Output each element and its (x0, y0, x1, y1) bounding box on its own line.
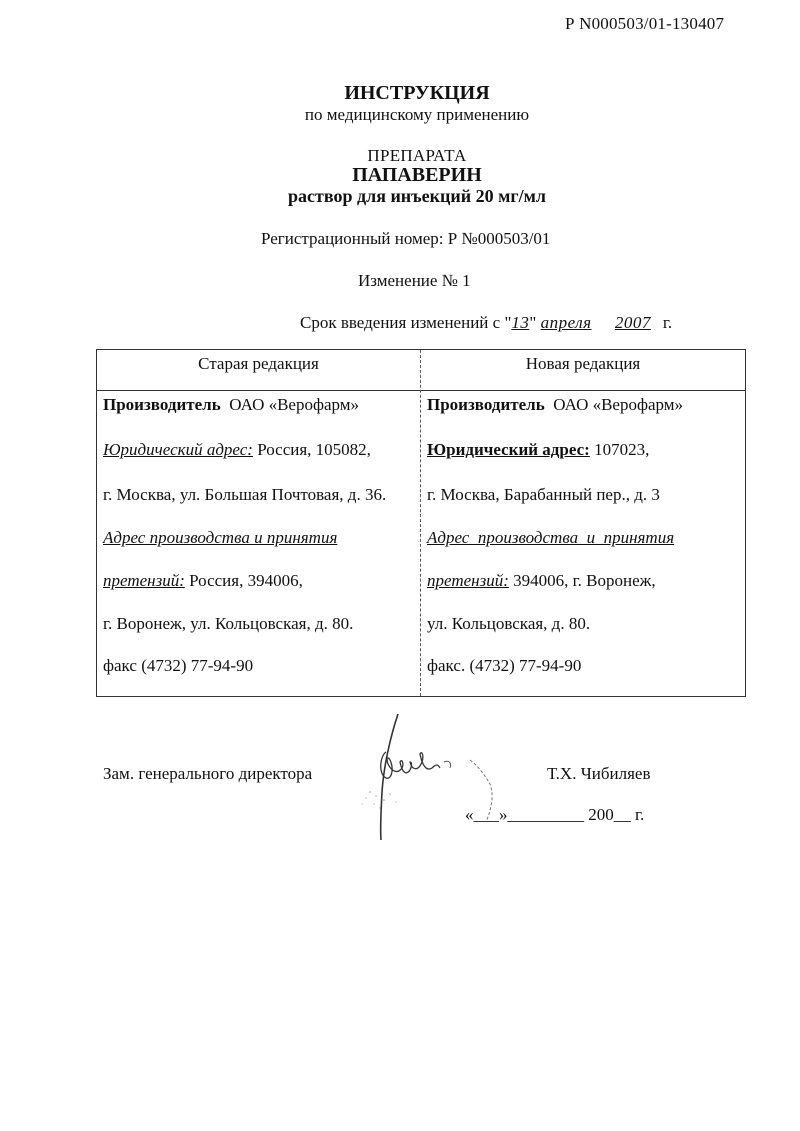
page-title: ИНСТРУКЦИЯ (344, 82, 490, 104)
fax-line: факс. (4732) 77-94-90 (427, 656, 582, 675)
column-new-edition (421, 350, 745, 696)
column-old-edition (97, 350, 421, 696)
production-address-value: 394006, г. Воронеж, (508, 571, 656, 590)
manufacturer-label: Производитель (427, 395, 545, 414)
signatory-role: Зам. генерального директора (103, 764, 313, 783)
legal-address-value: 107023, (589, 440, 650, 459)
production-address-line (103, 571, 303, 591)
change-number: Изменение № 1 (358, 271, 471, 290)
legal-address-label: Юридический адрес: (427, 440, 590, 459)
effective-date-month: апреля (540, 313, 592, 332)
production-address-label-end: претензий: (103, 571, 185, 590)
production-address-value: Россия, 394006, (184, 571, 303, 590)
drug-form: раствор для инъекций 20 мг/мл (288, 186, 546, 206)
effective-date-prefix: Срок введения изменений с " (300, 313, 512, 332)
column-header-old: Старая редакция (97, 350, 420, 391)
legal-address-value: Россия, 105082, (252, 440, 371, 459)
page-subtitle: по медицинскому применению (304, 105, 530, 124)
legal-address-street: г. Москва, Барабанный пер., д. 3 (427, 485, 660, 504)
preparation-label: ПРЕПАРАТА (367, 146, 467, 165)
signature-date-line: «___»_________ 200__ г. (465, 805, 645, 824)
manufacturer-label: Производитель (103, 395, 221, 414)
production-address-label: Адрес производства и принятия (427, 528, 675, 547)
legal-address-line (103, 440, 371, 460)
drug-name: ПАПАВЕРИН (352, 164, 482, 186)
legal-address-label: Юридический адрес: (103, 440, 253, 459)
manufacturer-line (427, 395, 683, 415)
signatory-name: Т.Х. Чибиляев (547, 764, 651, 783)
effective-date-suffix: г. (662, 313, 673, 332)
changes-table (96, 349, 746, 697)
legal-address-street: г. Москва, ул. Большая Почтовая, д. 36. (103, 485, 387, 504)
effective-date-line (300, 313, 672, 333)
production-address-street: ул. Кольцовская, д. 80. (427, 614, 591, 633)
production-address-line (427, 571, 656, 591)
column-header-new: Новая редакция (421, 350, 745, 391)
effective-date-year: 2007 (614, 313, 651, 332)
legal-address-line (427, 440, 649, 460)
manufacturer-line (103, 395, 359, 415)
effective-date-mid: " (529, 313, 541, 332)
document-number: Р N000503/01-130407 (565, 14, 725, 33)
registration-number: Регистрационный номер: Р №000503/01 (261, 229, 551, 248)
fax-line: факс (4732) 77-94-90 (103, 656, 254, 675)
effective-date-day: 13 (511, 313, 530, 332)
production-address-street: г. Воронеж, ул. Кольцовская, д. 80. (103, 614, 354, 633)
manufacturer-value: ОАО «Верофарм» (553, 395, 684, 414)
production-address-label-end: претензий: (427, 571, 509, 590)
manufacturer-value: ОАО «Верофарм» (229, 395, 360, 414)
production-address-label: Адрес производства и принятия (103, 528, 338, 547)
